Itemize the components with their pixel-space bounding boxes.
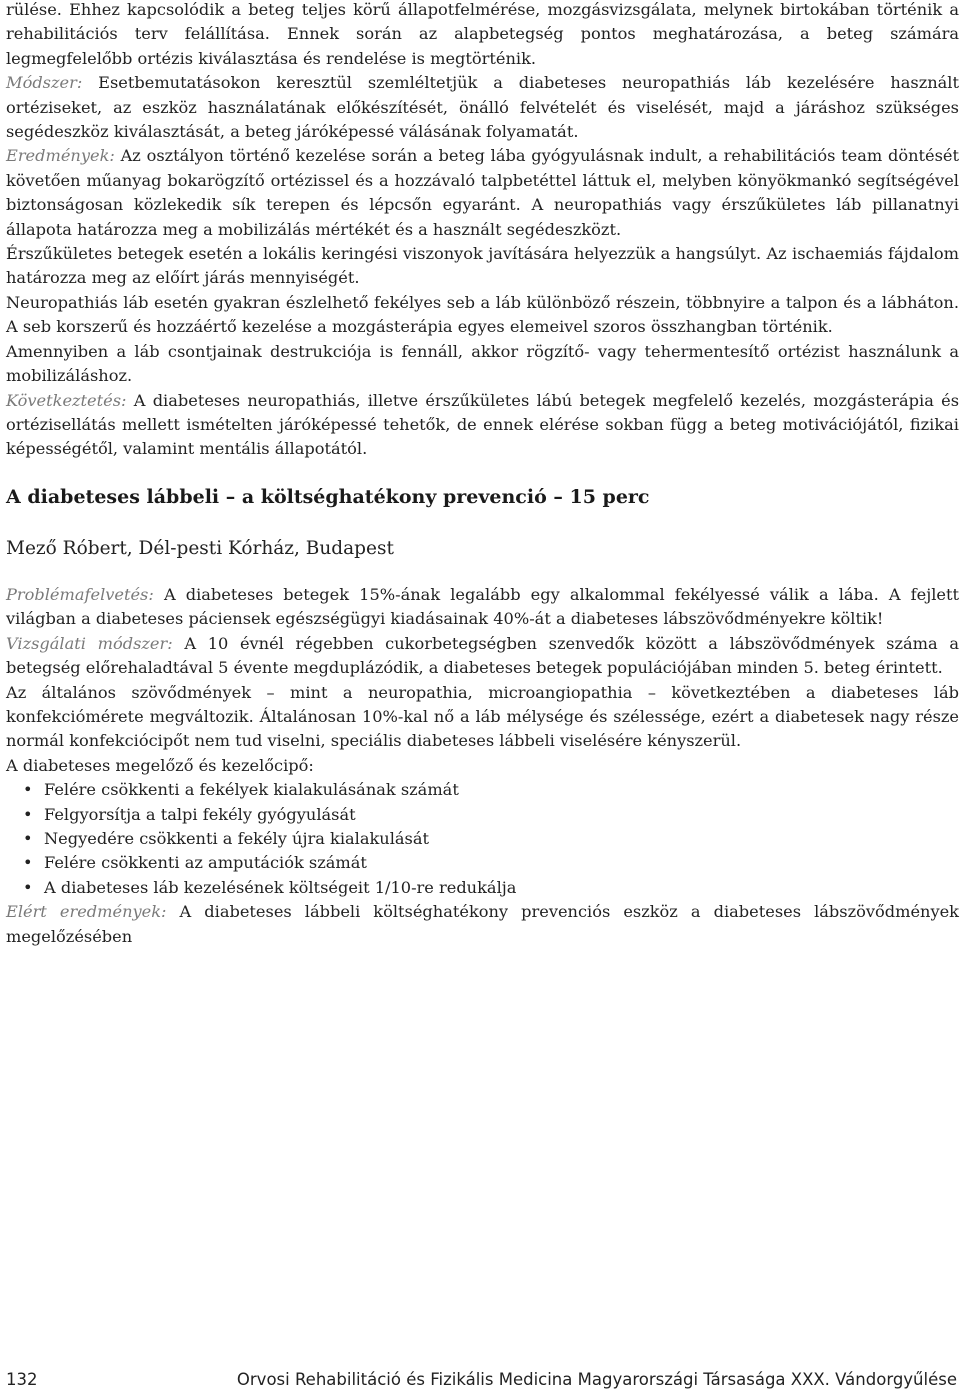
achieved-results-text: A diabeteses lábbeli költséghatékony prevenciós eszköz a diabeteses lábszövődmények megelőzésében: [6, 902, 959, 946]
list-intro: A diabeteses megelőző és kezelőcipő:: [6, 755, 314, 775]
study-method-paragraph: [6, 632, 959, 681]
study-method-text: A 10 évnél régebben cukorbetegségben szenvedők között a lábszövődmények száma a betegség előrehaladtával 5 évente megduplázódik, a diabeteses betegek populációjában minden 5. beteg érintett.: [6, 633, 959, 678]
abstract-body: [6, 583, 959, 949]
problem-label: Problémafelvetés:: [6, 585, 154, 604]
list-item: • Negyedére csökkenti a fekély újra kialakulását: [6, 827, 959, 851]
bullet-icon: •: [23, 853, 33, 873]
achieved-results-label: Elért eredmények:: [6, 902, 167, 922]
complications-paragraph: Az általános szövődmények – mint a neuropathia, microangiopathia – következtében a diabeteses láb konfekciómérete megváltozik. Általánosan 10%-kal nő a láb mélysége és szélessége, ezért a diabetesek nagy része normál konfekciócipőt nem tud viselni, speciális diabeteses lábbeli viselésére kényszerül.: [6, 682, 959, 751]
abstract-title: A diabeteses lábbeli – a költséghatékony prevenció – 15 perc: [6, 486, 650, 508]
conclusion-paragraph: [6, 389, 959, 462]
bullet-icon: •: [23, 877, 33, 897]
intro-paragraph: rülése. Ehhez kapcsolódik a beteg teljes körű állapotfelmérése, mozgásvizsgálata, melynek birtokában történik a rehabilitációs terv felállítása. Ennek során az alapbetegség pontos meghatározása, a beteg számára legmegfelelőbb ortézis kiválasztása és rendelése is megtörténik.: [6, 0, 959, 68]
list-item: • A diabeteses láb kezelésének költségeit 1/10-re redukálja: [6, 876, 959, 900]
method-label: Módszer:: [6, 73, 83, 93]
method-paragraph: [6, 71, 959, 144]
study-method-label: Vizsgálati módszer:: [6, 633, 173, 653]
list-item: • Felére csökkenti a fekélyek kialakulásának számát: [6, 778, 959, 802]
page-number: 132: [6, 1370, 38, 1389]
problem-text: A diabeteses betegek 15%-ának legalább egy alkalommal fekélyessé válik a lába. A fejlett világban a diabeteses páciensek egészségügyi kiadásainak 40%-át a diabeteses lábszövődményekre költik!: [6, 585, 959, 629]
conclusion-label: Következtetés:: [6, 390, 127, 410]
method-text: Esetbemutatásokon keresztül szemléltetjük a diabeteses neuropathiás láb kezelésére használt ortéziseket, az eszköz használatának előkészítését, önálló felvételét és viselését, majd a járáshoz szükséges segédeszköz kiválasztását, a beteg járóképessé válásának folyamatát.: [6, 73, 959, 142]
conference-name: Orvosi Rehabilitáció és Fizikális Medicina Magyarországi Társasága XXX. Vándorgyűlése: [236, 1370, 957, 1389]
list-item: • Felére csökkenti az amputációk számát: [6, 851, 959, 875]
results-text: Az osztályon történő kezelése során a beteg lába gyógyulásnak indult, a rehabilitációs team döntését követően műanyag bokarögzítő ortézissel és a hozzávaló talpbetéttel láttuk el, melyben könyökmankó segítségével biztonságosan közlekedik sík terepen és lépcsőn egyaránt. A neuropathiás vagy érszűkületes láb pillanatnyi állapota határozza meg a mobilizálás mértékét és a használt segédeszközt.: [6, 146, 959, 239]
results-paragraph: [6, 144, 959, 242]
conclusion-text: A diabeteses neuropathiás, illetve érszűkületes lábú betegek megfelelő kezelés, mozgásterápia és ortézisellátás mellett ismételten járóképessé tehetők, de ennek elérése sokban függ a beteg motivációjától, fizikai képességétől, valamint mentális állapotától.: [6, 390, 959, 459]
page-footer: [0, 1368, 960, 1394]
results-label: Eredmények:: [6, 146, 115, 166]
problem-paragraph: [6, 583, 959, 632]
bullet-icon: •: [23, 780, 33, 800]
previous-abstract-continuation: [6, 0, 959, 462]
abstract-author: Mező Róbert, Dél-pesti Kórház, Budapest: [6, 538, 394, 559]
destruction-paragraph: Amennyiben a láb csontjainak destrukciója is fennáll, akkor rögzítő- vagy tehermentesítő ortézist használunk a mobilizáláshoz.: [6, 341, 959, 386]
benefits-list: [6, 778, 959, 900]
bullet-icon: •: [23, 804, 33, 824]
achieved-results-paragraph: [6, 900, 959, 949]
list-item: • Felgyorsítja a talpi fekély gyógyulását: [6, 803, 959, 827]
ischemia-paragraph: Érszűkületes betegek esetén a lokális keringési viszonyok javítására helyezzük a hangsúlyt. Az ischaemiás fájdalom határozza meg az előírt járás mennyiségét.: [6, 244, 959, 288]
neuropathy-paragraph: Neuropathiás láb esetén gyakran észlelhető fekélyes seb a láb különböző részein, többnyire a talpon és a lábháton. A seb korszerű és hozzáértő kezelése a mozgásterápia egyes elemeivel szoros összhangban történik.: [6, 292, 959, 337]
bullet-icon: •: [23, 829, 33, 849]
